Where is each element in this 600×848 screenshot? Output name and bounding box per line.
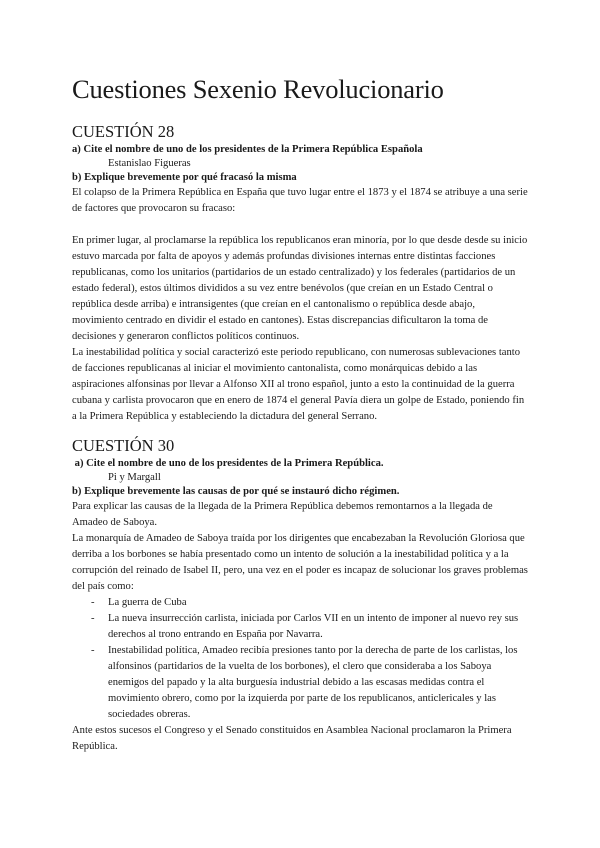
section-heading: CUESTIÓN 28: [72, 122, 175, 141]
dash-list: [72, 595, 528, 723]
question-a: a) Cite el nombre de uno de los presidentes de la Primera República Española: [72, 144, 423, 155]
dash-bullet: -: [91, 613, 95, 624]
question-b: b) Explique brevemente por qué fracasó la misma: [72, 172, 297, 183]
document-page: [72, 70, 528, 755]
paragraph: La monarquía de Amadeo de Saboya traída por los dirigentes que encabezaban la Revolución Gloriosa que derriba a los borbones se había presentado como un intento de solución a la inestabilidad política y a la corrupción del reinado de Isabel II, pero, una vez en el poder es incapaz de solucionar los graves problemas del país como:: [72, 533, 528, 592]
question-b: b) Explique brevemente las causas de por qué se instauró dicho régimen.: [72, 486, 400, 497]
list-item: [72, 611, 528, 643]
section-cuestion-28: [72, 121, 528, 425]
paragraph: La inestabilidad política y social caracterizó este periodo republicano, con numerosas sublevaciones tanto de facciones republicanas al iniciar el movimiento cantonalista, como monárquicas debido a las aspiraciones alfonsinas por llevar a Alfonso XII al trono español, junto a esto la continuidad de la guerra cubana y carlista provocaron que en enero de 1874 el general Pavía diera un golpe de Estado, poniendo fin a la Primera República y estableciendo la dictadura del general Serrano.: [72, 347, 525, 422]
answer-a: Pi y Margall: [108, 472, 161, 483]
list-item: [72, 643, 528, 723]
paragraph: El colapso de la Primera República en España que tuvo lugar entre el 1873 y el 1874 se atribuye a una serie de factores que provocaron su fracaso:: [72, 187, 528, 214]
section-heading: CUESTIÓN 30: [72, 436, 175, 455]
section-cuestion-30: [72, 435, 528, 755]
list-item: [72, 595, 528, 611]
paragraph: En primer lugar, al proclamarse la república los republicanos eran minoría, por lo que desde desde su inicio estuvo marcada por falta de apoyos y además profundas divisiones internas entre distintas facciones republicanas, como los unitarios (partidarios de un estado centralizado) y los federales (partidarios de un estado federal), estos últimos divididos a su vez entre benévolos (que creían en un Estado Central o república desde arriba) e intransigentes (que creían en el cantonalismo o república desde abajo, movimiento centrado en dividir el estado en cantones). Estas discrepancias dificultaron la toma de decisiones y generaron conflictos políticos continuos.: [72, 235, 528, 342]
paragraph: Para explicar las causas de la llegada de la Primera República debemos remontarnos a la llegada de Amadeo de Saboya.: [72, 501, 493, 528]
answer-a: Estanislao Figueras: [108, 158, 191, 169]
dash-bullet: -: [91, 645, 95, 656]
paragraph: Ante estos sucesos el Congreso y el Senado constituidos en Asamblea Nacional proclamaron la Primera República.: [72, 725, 512, 752]
dash-bullet: -: [91, 597, 95, 608]
document-title: Cuestiones Sexenio Revolucionario: [72, 74, 444, 104]
list-item-text: La nueva insurrección carlista, iniciada por Carlos VII en un intento de imponer al nuevo rey sus derechos al trono entrando en España por Navarra.: [108, 613, 519, 640]
question-a: a) Cite el nombre de uno de los presidentes de la Primera República.: [72, 458, 384, 469]
list-item-text: La guerra de Cuba: [108, 597, 187, 608]
list-item-text: Inestabilidad política, Amadeo recibía presiones tanto por la derecha de parte de los carlistas, los alfonsinos (partidarios de la vuelta de los borbones), el clero que consideraba a los Saboya enemigos del papado y la alta burguesía industrial debido a las escasas medidas contra el movimiento obrero, como por la izquierda por parte de los republicanos, anticlericales y las sociedades obreras.: [108, 645, 518, 720]
